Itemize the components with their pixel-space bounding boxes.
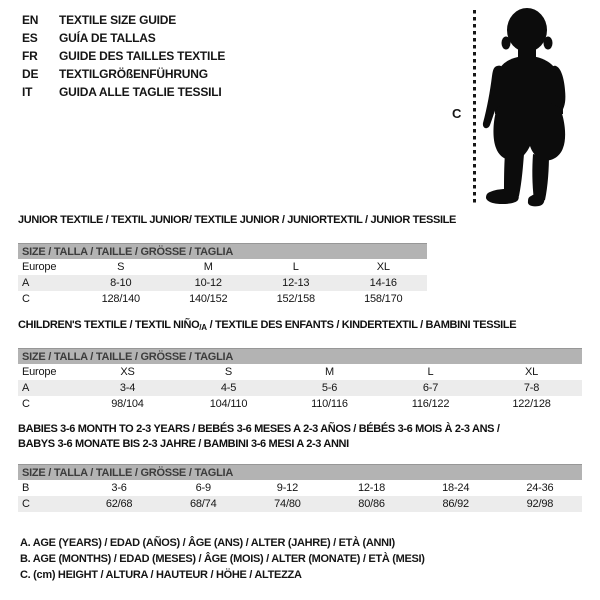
- title-text: CHILDREN'S TEXTILE / TEXTIL NIÑO: [18, 319, 200, 331]
- size-header-band: SIZE / TALLA / TAILLE / GRÖSSE / TAGLIA: [18, 243, 427, 259]
- size-cell: 80/86: [329, 496, 413, 512]
- language-label: GUIDA ALLE TAGLIE TESSILI: [59, 85, 222, 99]
- size-cell: 9-12: [276, 482, 298, 494]
- size-cell: 12-13: [252, 275, 340, 291]
- row-label: A: [18, 380, 77, 396]
- language-label: TEXTILE SIZE GUIDE: [59, 13, 177, 27]
- junior-size-table: [18, 243, 427, 307]
- size-cell: 62/68: [77, 496, 161, 512]
- size-cell: 122/128: [512, 398, 551, 410]
- footnotes: [20, 535, 425, 583]
- baby-silhouette: [481, 6, 579, 210]
- title-line-1: BABIES 3-6 MONTH TO 2-3 YEARS / BEBÉS 3-6 MESES A 2-3 AÑOS / BÉBÉS 3-6 MOIS À 2-3 ANS /: [18, 423, 500, 435]
- size-cell: 3-4: [77, 380, 178, 396]
- row-label: Europe: [22, 261, 57, 273]
- size-cell: L: [292, 261, 299, 273]
- size-cell: 6-9: [195, 482, 211, 494]
- size-cell: S: [117, 261, 125, 273]
- row-label: C: [22, 398, 30, 410]
- size-cell: 14-16: [340, 275, 428, 291]
- language-row-es: [22, 29, 225, 47]
- title-subscript: /A: [199, 323, 207, 332]
- size-cell: 86/92: [414, 496, 498, 512]
- row-label: C: [22, 293, 30, 305]
- size-cell: 8-10: [77, 275, 165, 291]
- size-cell: XL: [376, 261, 390, 273]
- size-cell: 152/158: [276, 293, 315, 305]
- row-label: Europe: [22, 366, 57, 378]
- size-cell: 18-24: [442, 482, 470, 494]
- size-cell: 6-7: [380, 380, 481, 396]
- language-code: DE: [22, 67, 39, 81]
- size-cell: M: [325, 366, 334, 378]
- title-line-2: BABYS 3-6 MONATE BIS 2-3 JAHRE / BAMBINI 3-6 MESI A 2-3 ANNI: [18, 438, 349, 450]
- table-row: [18, 259, 427, 275]
- size-cell: 4-5: [178, 380, 279, 396]
- babies-size-table: [18, 464, 582, 512]
- size-header-band: SIZE / TALLA / TAILLE / GRÖSSE / TAGLIA: [18, 464, 582, 480]
- size-cell: L: [427, 366, 434, 378]
- footnote-b: B. AGE (MONTHS) / EDAD (MESES) / ÂGE (MOIS) / ALTER (MONATE) / ETÀ (MESI): [20, 553, 425, 565]
- size-cell: 68/74: [161, 496, 245, 512]
- size-cell: S: [224, 366, 233, 378]
- language-row-it: [22, 83, 225, 101]
- size-header-band: SIZE / TALLA / TAILLE / GRÖSSE / TAGLIA: [18, 348, 582, 364]
- row-label: B: [22, 482, 30, 494]
- size-cell: 12-18: [357, 482, 386, 494]
- row-label: A: [18, 275, 77, 291]
- children-table-title: [18, 319, 516, 332]
- language-label: TEXTILGRÖßENFÜHRUNG: [59, 67, 208, 81]
- size-cell: 3-6: [111, 482, 127, 494]
- table-row: [18, 396, 582, 412]
- table-row: [18, 480, 582, 496]
- title-text: / TEXTILE DES ENFANTS / KINDERTEXTIL / BAMBINI TESSILE: [206, 319, 517, 331]
- size-cell: 10-12: [165, 275, 253, 291]
- language-code: IT: [22, 85, 33, 99]
- size-cell: 74/80: [245, 496, 329, 512]
- size-cell: XL: [524, 366, 539, 378]
- size-cell: 128/140: [101, 293, 140, 305]
- language-code: ES: [22, 31, 38, 45]
- size-cell: XS: [120, 366, 135, 378]
- table-row: [18, 364, 582, 380]
- language-row-fr: [22, 47, 225, 65]
- size-cell: 92/98: [498, 496, 582, 512]
- language-code: EN: [22, 13, 39, 27]
- size-cell: 5-6: [279, 380, 380, 396]
- children-size-table: [18, 348, 582, 412]
- language-row-de: [22, 65, 225, 83]
- size-cell: 104/110: [209, 398, 248, 410]
- junior-table-title: JUNIOR TEXTILE / TEXTIL JUNIOR/ TEXTILE JUNIOR / JUNIORTEXTIL / JUNIOR TESSILE: [18, 214, 457, 226]
- language-label: GUIDE DES TAILLES TEXTILE: [59, 49, 226, 63]
- footnote-c: C. (cm) HEIGHT / ALTURA / HAUTEUR / HÖHE / ALTEZZA: [20, 569, 302, 581]
- table-row: [18, 496, 582, 512]
- size-cell: 7-8: [481, 380, 582, 396]
- row-label: C: [18, 496, 77, 512]
- footnote-a: A. AGE (YEARS) / EDAD (AÑOS) / ÂGE (ANS) / ALTER (JAHRE) / ETÀ (ANNI): [20, 537, 395, 549]
- size-cell: M: [203, 261, 213, 273]
- language-code: FR: [22, 49, 38, 63]
- language-label: GUÍA DE TALLAS: [59, 31, 156, 45]
- babies-table-title: [18, 422, 578, 452]
- size-cell: 110/116: [311, 398, 348, 410]
- height-marker-label: C: [452, 106, 462, 121]
- size-cell: 24-36: [526, 482, 554, 494]
- table-row: [18, 380, 582, 396]
- language-row-en: [22, 11, 225, 29]
- size-cell: 158/170: [364, 293, 403, 305]
- language-guide-list: [22, 11, 225, 101]
- table-row: [18, 291, 427, 307]
- size-cell: 98/104: [111, 398, 144, 410]
- size-cell: 116/122: [411, 398, 450, 410]
- height-dashed-line: [473, 10, 476, 206]
- size-cell: 140/152: [189, 293, 228, 305]
- table-row: [18, 275, 427, 291]
